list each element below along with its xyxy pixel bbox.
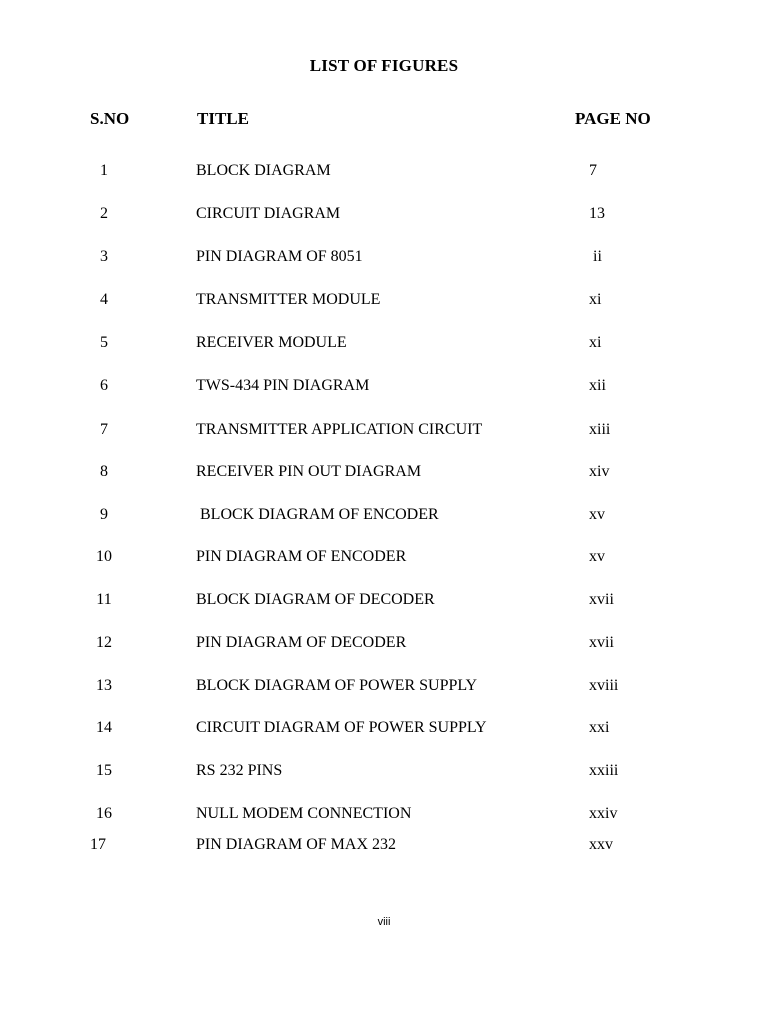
- page-heading: LIST OF FIGURES: [309, 56, 459, 75]
- figure-row: [0, 677, 768, 699]
- figure-title: CIRCUIT DIAGRAM OF POWER SUPPLY: [196, 719, 487, 736]
- figure-number: 8: [100, 463, 108, 480]
- figure-title: RS 232 PINS: [196, 762, 283, 779]
- figure-number: 12: [96, 634, 112, 651]
- figure-number: 13: [96, 677, 112, 694]
- figure-number: 11: [96, 591, 112, 608]
- figure-page: xi: [589, 334, 602, 351]
- figure-row: [0, 634, 768, 656]
- figure-page: xv: [589, 548, 605, 565]
- figure-row: [0, 762, 768, 784]
- figure-number: 3: [100, 248, 108, 265]
- figure-page: xxi: [589, 719, 610, 736]
- figure-number: 9: [100, 506, 108, 523]
- figure-number: 17: [90, 836, 106, 853]
- figure-title: PIN DIAGRAM OF ENCODER: [196, 548, 407, 565]
- figure-row: [0, 548, 768, 570]
- figure-page: xi: [589, 291, 602, 308]
- figure-row: [0, 836, 768, 858]
- figure-number: 2: [100, 205, 108, 222]
- figure-row: [0, 205, 768, 227]
- figure-row: [0, 421, 768, 443]
- figure-row: [0, 506, 768, 528]
- figure-number: 16: [96, 805, 112, 822]
- figure-title: CIRCUIT DIAGRAM: [196, 205, 341, 222]
- figure-title: PIN DIAGRAM OF MAX 232: [196, 836, 397, 853]
- figure-page: xxiv: [589, 805, 618, 822]
- figure-title: BLOCK DIAGRAM: [196, 162, 331, 179]
- figure-page: xii: [589, 377, 606, 394]
- figure-row: [0, 591, 768, 613]
- figure-page: xiv: [589, 463, 610, 480]
- figure-number: 6: [100, 377, 108, 394]
- figure-page: ii: [589, 248, 602, 265]
- figure-page: xxiii: [589, 762, 619, 779]
- figure-page: xxv: [589, 836, 613, 853]
- figure-title: BLOCK DIAGRAM OF ENCODER: [196, 506, 439, 523]
- figure-number: 1: [100, 162, 108, 179]
- figure-number: 5: [100, 334, 108, 351]
- figure-number: 15: [96, 762, 112, 779]
- figure-title: TRANSMITTER MODULE: [196, 291, 381, 308]
- figure-row: [0, 719, 768, 741]
- figure-page: xvii: [589, 634, 614, 651]
- figure-page: xv: [589, 506, 605, 523]
- figure-row: [0, 463, 768, 485]
- figure-number: 4: [100, 291, 108, 308]
- column-header-sno: S.NO: [90, 109, 130, 128]
- figure-title: TRANSMITTER APPLICATION CIRCUIT: [196, 421, 483, 438]
- column-header-page-no: PAGE NO: [575, 109, 651, 128]
- figure-row: [0, 377, 768, 399]
- figure-title: PIN DIAGRAM OF DECODER: [196, 634, 407, 651]
- figure-title: RECEIVER PIN OUT DIAGRAM: [196, 463, 422, 480]
- column-header-title: TITLE: [197, 109, 249, 128]
- figure-page: xviii: [589, 677, 619, 694]
- figure-page: 13: [589, 205, 605, 222]
- page-number: viii: [377, 916, 391, 928]
- figure-title: PIN DIAGRAM OF 8051: [196, 248, 363, 265]
- figure-number: 14: [96, 719, 112, 736]
- figure-row: [0, 291, 768, 313]
- figure-title: BLOCK DIAGRAM OF POWER SUPPLY: [196, 677, 478, 694]
- figure-number: 10: [96, 548, 112, 565]
- figure-page: 7: [589, 162, 597, 179]
- figure-row: [0, 162, 768, 184]
- figure-title: NULL MODEM CONNECTION: [196, 805, 412, 822]
- figure-row: [0, 805, 768, 827]
- figure-title: TWS-434 PIN DIAGRAM: [196, 377, 370, 394]
- figure-row: [0, 334, 768, 356]
- figure-page: xiii: [589, 421, 611, 438]
- figure-page: xvii: [589, 591, 614, 608]
- figure-row: [0, 248, 768, 270]
- figure-title: RECEIVER MODULE: [196, 334, 347, 351]
- figure-number: 7: [100, 421, 108, 438]
- figure-title: BLOCK DIAGRAM OF DECODER: [196, 591, 435, 608]
